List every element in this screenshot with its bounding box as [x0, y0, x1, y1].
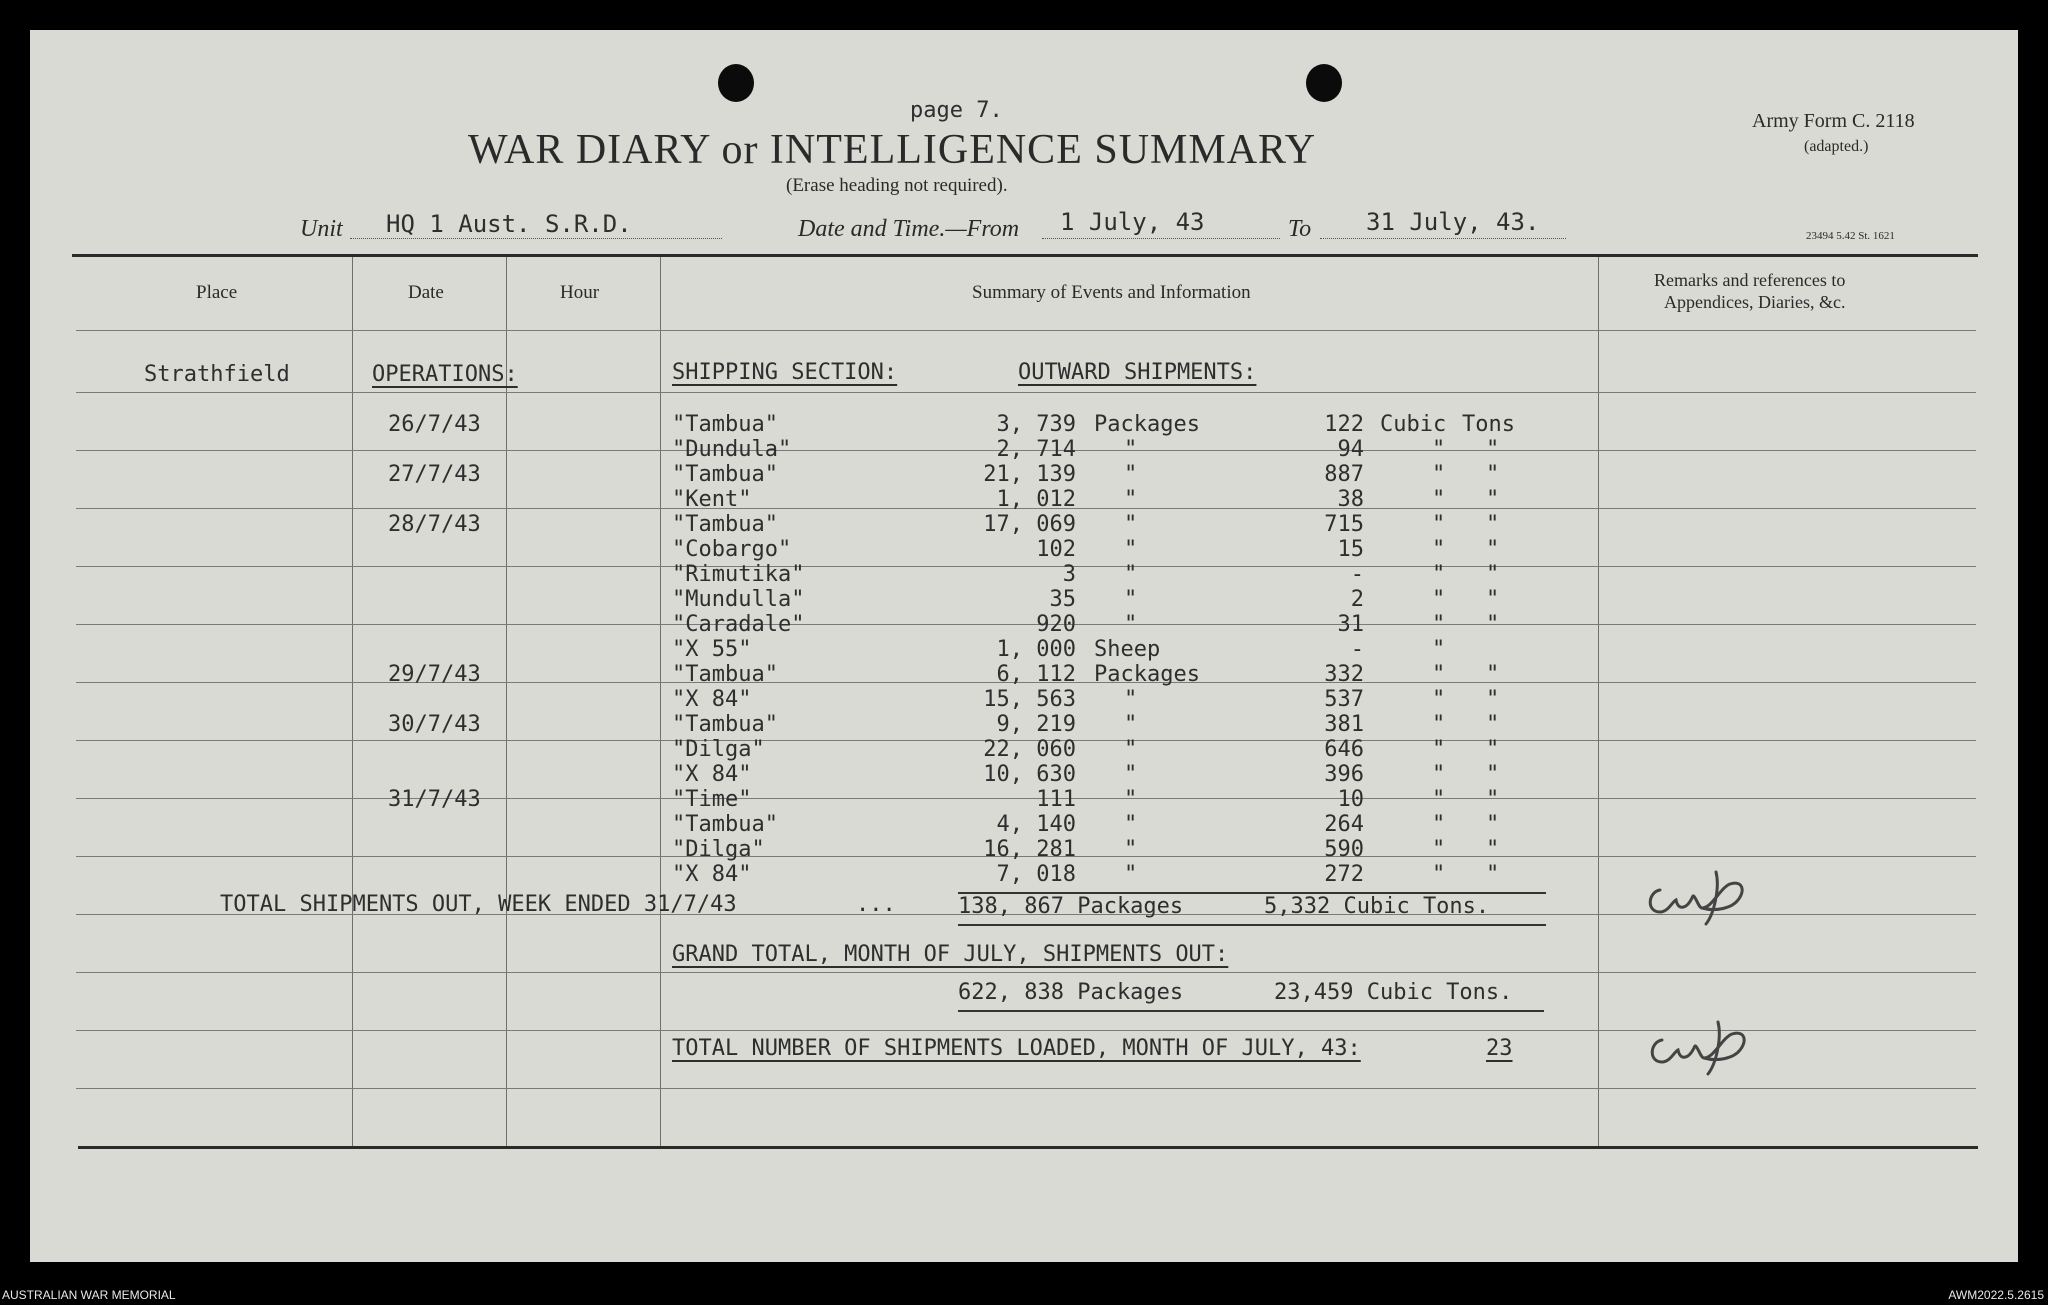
column-header-hour: Hour [560, 282, 600, 303]
tons-ditto-2: " [1486, 562, 1500, 587]
package-count: 3, 739 [996, 412, 1076, 437]
shipments-loaded-value: 23 [1486, 1036, 1513, 1061]
package-count: 111 [1036, 787, 1076, 812]
package-unit: " [1124, 787, 1138, 812]
week-total-tons: 5,332 Cubic Tons. [1264, 894, 1490, 919]
shipments-loaded-label: TOTAL NUMBER OF SHIPMENTS LOADED, MONTH OF JULY, 43: [672, 1036, 1361, 1061]
tons-ditto-1: " [1432, 737, 1446, 762]
grand-total-underline [958, 1010, 1544, 1012]
unit-label: Unit [300, 216, 343, 242]
tons-ditto-1: " [1432, 437, 1446, 462]
tons-ditto-1: " [1432, 462, 1446, 487]
cubic-tons: 94 [1337, 437, 1364, 462]
initials-signature-2 [1644, 1018, 1768, 1082]
ship-name: "Kent" [672, 487, 752, 512]
ship-name: "X 84" [672, 687, 752, 712]
print-code: 23494 5.42 St. 1621 [1806, 230, 1895, 242]
tons-ditto-1: " [1432, 587, 1446, 612]
tons-ditto-1: " [1432, 662, 1446, 687]
package-count: 17, 069 [983, 512, 1076, 537]
ship-name: "Tambua" [672, 812, 778, 837]
package-unit: Packages [1094, 662, 1200, 687]
week-total-packages: 138, 867 Packages [958, 894, 1184, 919]
package-unit: " [1124, 762, 1138, 787]
shipment-date: 30/7/43 [388, 712, 481, 737]
week-total-underline [958, 924, 1546, 926]
cubic-tons: 122 [1324, 412, 1364, 437]
ship-name: "Rimutika" [672, 562, 805, 587]
cubic-tons: - [1350, 637, 1364, 662]
date-to-dotted-line [1320, 238, 1566, 239]
ship-name: "Tambua" [672, 662, 778, 687]
ship-name: "Tambua" [672, 412, 778, 437]
form-title: WAR DIARY or INTELLIGENCE SUMMARY [468, 127, 1317, 173]
package-unit: " [1124, 862, 1138, 887]
outward-shipments-heading: OUTWARD SHIPMENTS: [1018, 360, 1257, 385]
cubic-tons: 264 [1324, 812, 1364, 837]
ruled-line [76, 972, 1976, 973]
column-header-date: Date [408, 282, 444, 303]
tons-ditto-2: " [1486, 862, 1500, 887]
grand-total-tons: 23,459 Cubic Tons. [1274, 980, 1513, 1005]
date-from: 1 July, 43 [1060, 208, 1205, 236]
cubic-tons: 2 [1350, 587, 1364, 612]
tons-ditto-2: Tons [1462, 412, 1515, 437]
ship-name: "Tambua" [672, 712, 778, 737]
tons-ditto-1: " [1432, 712, 1446, 737]
tons-ditto-2: " [1486, 762, 1500, 787]
tons-ditto-1: Cubic [1380, 412, 1447, 437]
initials-signature-1 [1642, 868, 1766, 932]
tons-ditto-2: " [1486, 487, 1500, 512]
ship-name: "X 84" [672, 862, 752, 887]
tons-ditto-1: " [1432, 612, 1446, 637]
package-count: 2, 714 [996, 437, 1076, 462]
ship-name: "Dundula" [672, 437, 792, 462]
column-header-summary: Summary of Events and Information [972, 282, 1251, 303]
footer-reference: AWM2022.5.2615 [1948, 1288, 2044, 1302]
package-unit: " [1124, 512, 1138, 537]
tons-ditto-2: " [1486, 612, 1500, 637]
tons-ditto-1: " [1432, 862, 1446, 887]
week-total-label: TOTAL SHIPMENTS OUT, WEEK ENDED 31/7/43 [220, 892, 737, 917]
tons-ditto-1: " [1432, 837, 1446, 862]
tons-ditto-1: " [1432, 812, 1446, 837]
package-unit: " [1124, 712, 1138, 737]
punch-hole-left [718, 64, 754, 102]
cubic-tons: 537 [1324, 687, 1364, 712]
cubic-tons: 272 [1324, 862, 1364, 887]
date-to: 31 July, 43. [1366, 208, 1540, 236]
package-count: 6, 112 [996, 662, 1076, 687]
cubic-tons: 31 [1337, 612, 1364, 637]
diary-page [30, 30, 2018, 1262]
tons-ditto-2: " [1486, 462, 1500, 487]
grand-total-packages: 622, 838 Packages [958, 980, 1184, 1005]
ship-name: "Mundulla" [672, 587, 805, 612]
shipment-date: 27/7/43 [388, 462, 481, 487]
tons-ditto-2: " [1486, 737, 1500, 762]
column-header-place: Place [196, 282, 238, 303]
cubic-tons: 590 [1324, 837, 1364, 862]
package-count: 16, 281 [983, 837, 1076, 862]
column-divider-date [506, 257, 507, 1146]
ship-name: "Tambua" [672, 462, 778, 487]
cubic-tons: 10 [1337, 787, 1364, 812]
package-count: 21, 139 [983, 462, 1076, 487]
package-unit: Packages [1094, 412, 1200, 437]
package-unit: " [1124, 487, 1138, 512]
cubic-tons: 381 [1324, 712, 1364, 737]
package-unit: " [1124, 587, 1138, 612]
cubic-tons: 646 [1324, 737, 1364, 762]
package-count: 920 [1036, 612, 1076, 637]
shipment-date: 31/7/43 [388, 787, 481, 812]
tons-ditto-2: " [1486, 537, 1500, 562]
ship-name: "Time" [672, 787, 752, 812]
tons-ditto-1: " [1432, 762, 1446, 787]
to-label: To [1288, 216, 1312, 242]
package-count: 3 [1062, 562, 1076, 587]
date-label: Date and Time.—From [798, 216, 1020, 242]
cubic-tons: 887 [1324, 462, 1364, 487]
tons-ditto-1: " [1432, 512, 1446, 537]
adapted-note: (adapted.) [1804, 138, 1869, 155]
ship-name: "X 55" [672, 637, 752, 662]
package-count: 4, 140 [996, 812, 1076, 837]
package-unit: " [1124, 737, 1138, 762]
section-heading: SHIPPING SECTION: [672, 360, 898, 385]
cubic-tons: 396 [1324, 762, 1364, 787]
package-count: 102 [1036, 537, 1076, 562]
tons-ditto-1: " [1432, 487, 1446, 512]
cubic-tons: 715 [1324, 512, 1364, 537]
package-count: 7, 018 [996, 862, 1076, 887]
package-unit: " [1124, 537, 1138, 562]
package-unit: " [1124, 462, 1138, 487]
ship-name: "Tambua" [672, 512, 778, 537]
unit-dotted-line [350, 238, 722, 239]
tons-ditto-2: " [1486, 812, 1500, 837]
tons-ditto-2: " [1486, 712, 1500, 737]
ship-name: "Dilga" [672, 837, 765, 862]
place-value: Strathfield [144, 362, 290, 387]
package-count: 35 [1049, 587, 1076, 612]
tons-ditto-1: " [1432, 787, 1446, 812]
tons-ditto-2: " [1486, 437, 1500, 462]
date-from-dotted-line [1042, 238, 1280, 239]
army-form-number: Army Form C. 2118 [1752, 110, 1915, 132]
shipment-date: 29/7/43 [388, 662, 481, 687]
package-count: 10, 630 [983, 762, 1076, 787]
tons-ditto-1: " [1432, 687, 1446, 712]
ship-name: "X 84" [672, 762, 752, 787]
cubic-tons: 15 [1337, 537, 1364, 562]
erase-note: (Erase heading not required). [786, 175, 1008, 196]
tons-ditto-1: " [1432, 637, 1446, 662]
unit-value: HQ 1 Aust. S.R.D. [386, 210, 632, 238]
package-unit: " [1124, 437, 1138, 462]
grand-total-label: GRAND TOTAL, MONTH OF JULY, SHIPMENTS OUT: [672, 942, 1229, 967]
tons-ditto-2: " [1486, 587, 1500, 612]
package-count: 22, 060 [983, 737, 1076, 762]
column-header-remarks-1: Remarks and references to [1654, 270, 1846, 290]
ship-name: "Caradale" [672, 612, 805, 637]
ruled-line [76, 330, 1976, 331]
package-unit: Sheep [1094, 637, 1161, 662]
package-count: 9, 219 [996, 712, 1076, 737]
page-number: page 7. [910, 98, 1003, 123]
tons-ditto-1: " [1432, 562, 1446, 587]
ruled-line [76, 392, 1976, 393]
column-divider-place [352, 257, 353, 1146]
table-bottom-rule [78, 1146, 1978, 1149]
package-unit: " [1124, 612, 1138, 637]
ship-name: "Cobargo" [672, 537, 792, 562]
tons-ditto-2: " [1486, 787, 1500, 812]
cubic-tons: 332 [1324, 662, 1364, 687]
package-count: 1, 000 [996, 637, 1076, 662]
footer-source: AUSTRALIAN WAR MEMORIAL [2, 1288, 176, 1302]
column-divider-hour [660, 257, 661, 1146]
cubic-tons: - [1350, 562, 1364, 587]
ruled-line [76, 1088, 1976, 1089]
punch-hole-right [1306, 64, 1342, 102]
tons-ditto-1: " [1432, 537, 1446, 562]
tons-ditto-2: " [1486, 512, 1500, 537]
shipment-date: 28/7/43 [388, 512, 481, 537]
tons-ditto-2: " [1486, 837, 1500, 862]
column-header-remarks-2: Appendices, Diaries, &c. [1664, 292, 1846, 312]
package-unit: " [1124, 562, 1138, 587]
table-top-rule [72, 254, 1978, 257]
column-divider-summary [1598, 257, 1599, 1146]
operations-heading: OPERATIONS: [372, 362, 518, 387]
ship-name: "Dilga" [672, 737, 765, 762]
package-unit: " [1124, 837, 1138, 862]
cubic-tons: 38 [1337, 487, 1364, 512]
shipment-date: 26/7/43 [388, 412, 481, 437]
week-total-dots: ... [856, 892, 896, 917]
package-count: 15, 563 [983, 687, 1076, 712]
tons-ditto-2: " [1486, 662, 1500, 687]
package-unit: " [1124, 687, 1138, 712]
tons-ditto-2: " [1486, 687, 1500, 712]
package-unit: " [1124, 812, 1138, 837]
package-count: 1, 012 [996, 487, 1076, 512]
